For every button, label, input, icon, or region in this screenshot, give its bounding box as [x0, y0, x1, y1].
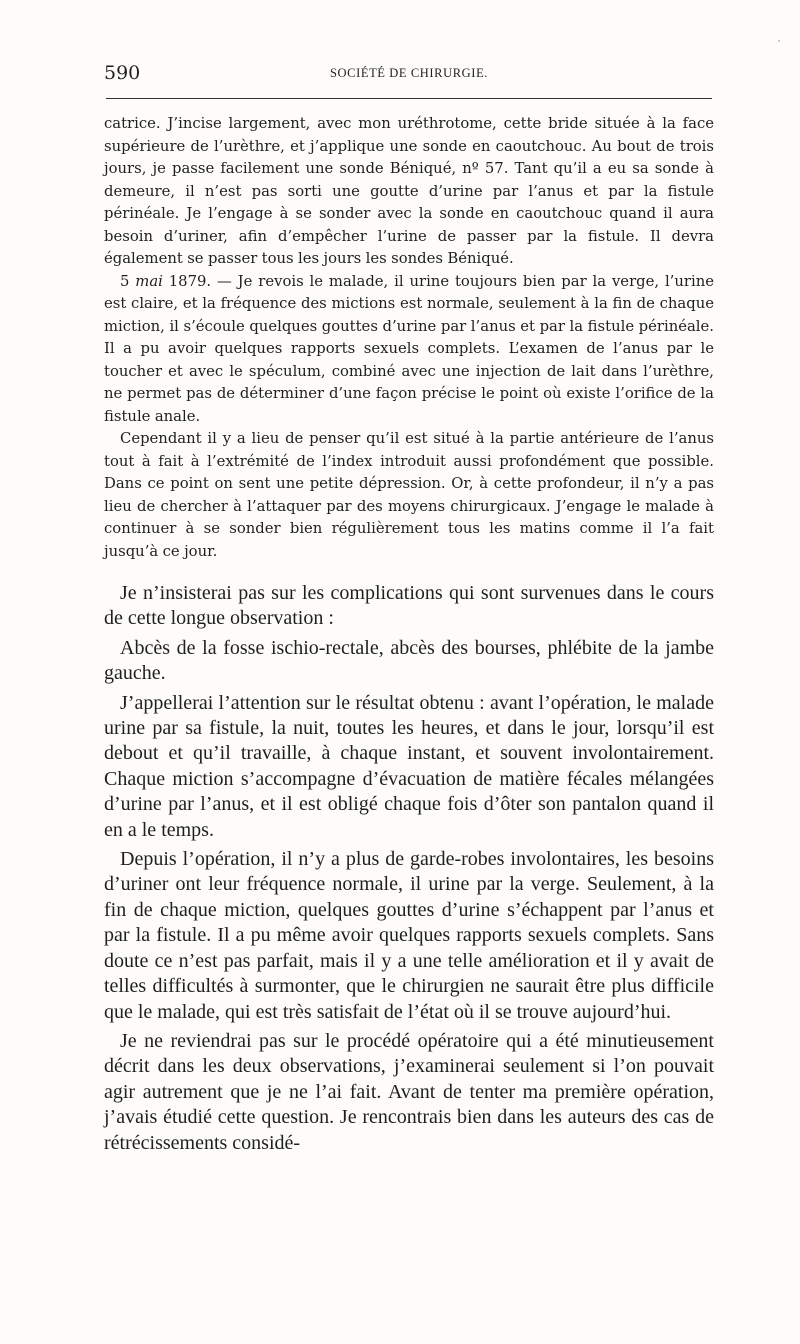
body-paragraph-1: Je n’insisterai pas sur les complications qui sont survenues dans le cours de cette longue observation : [104, 582, 714, 630]
page-number: 590 [104, 62, 141, 84]
observation-paragraph-2-text: — Je revois le malade, il urine toujours bien par la verge, l’urine est claire, et la fréquence des mictions est normale, seulement à la fin de chaque miction, il s’écoule quelques gouttes d’urine par l’anus et par la fistule périnéale. Il a pu avoir quelques rapports sexuels complets. L’examen de l’anus par le toucher et avec le spéculum, combiné avec une injection de lait dans l’urèthre, ne permet pas de déterminer d’une façon précise le point où existe l’orifice de la fistule anale. [104, 272, 715, 425]
body-paragraph-3: J’appellerai l’attention sur le résultat obtenu : avant l’opération, le malade urine par sa fistule, la nuit, toutes les heures, et dans le jour, lorsqu’il est debout et qu’il travaille, à chaque instant, et souvent involontairement. Chaque miction s’accompagne d’évacuation de matière fécales mélangées d’urine par l’anus, et il est obligé chaque fois d’ôter son pantalon quand il en a le temps. [104, 691, 714, 841]
book-page [104, 62, 714, 1156]
body-paragraph-5: Je ne reviendrai pas sur le procédé opératoire qui a été minutieusement décrit dans les deux observations, j’examinerai seulement si l’on pouvait agir autrement que je ne l’ai fait. Avant de tenter ma première opération, j’avais étudié cette question. Je rencontrais bien dans les auteurs des cas de rétrécissements considé- [104, 1029, 714, 1154]
page-header [104, 62, 714, 86]
observation-date-day: 5 [120, 272, 136, 290]
observation-section [104, 113, 714, 563]
main-text [104, 581, 714, 1156]
observation-date-month: mai [135, 272, 163, 290]
running-head: SOCIÉTÉ DE CHIRURGIE. [329, 66, 489, 80]
header-rule [106, 98, 712, 99]
body-paragraph-4: Depuis l’opération, il n’y a plus de garde-robes involontaires, les besoins d’uriner ont leur fréquence normale, il urine par la verge. Seulement, à la fin de chaque miction, quelques gouttes d’urine s’échappent par l’anus et par la fistule. Il a pu même avoir quelques rapports sexuels complets. Sans doute ce n’est pas parfait, mais il y a une telle amélioration et il y avait de telles difficultés à surmonter, que le chirurgien ne saurait être plus difficile que le malade, qui est très satisfait de l’état où il se trouve aujourd’hui. [104, 848, 714, 1023]
observation-date-year: 1879. [162, 272, 212, 290]
observation-paragraph-1: catrice. J’incise largement, avec mon uréthrotome, cette bride située à la face supérieure de l’urèthre, et j’applique une sonde en caoutchouc. Au bout de trois jours, je passe facilement une sonde Béniqué, nº 57. Tant qu’il a eu sa sonde à demeure, il n’est pas sorti une goutte d’urine par l’anus et par la fistule périnéale. Je l’engage à se sonder avec la sonde en caoutchouc quand il aura besoin d’uriner, afin d’empêcher l’urine de passer par la fistule. Il devra également se passer tous les jours les sondes Béniqué. [104, 115, 714, 267]
body-paragraph-2: Abcès de la fosse ischio-rectale, abcès des bourses, phlébite de la jambe gauche. [104, 636, 714, 685]
observation-paragraph-2 [104, 271, 714, 429]
observation-paragraph-3: Cependant il y a lieu de penser qu’il est situé à la partie antérieure de l’anus tout à fait à l’extrémité de l’index introduit aussi profondément que possible. Dans ce point on sent une petite dépression. Or, à cette profondeur, il n’y a pas lieu de chercher à l’attaquer par des moyens chirurgicaux. J’engage le malade à continuer à se sonder bien régulièrement tous les matins comme il l’a fait jusqu’à ce jour. [104, 430, 714, 560]
paper-speck [778, 40, 780, 42]
